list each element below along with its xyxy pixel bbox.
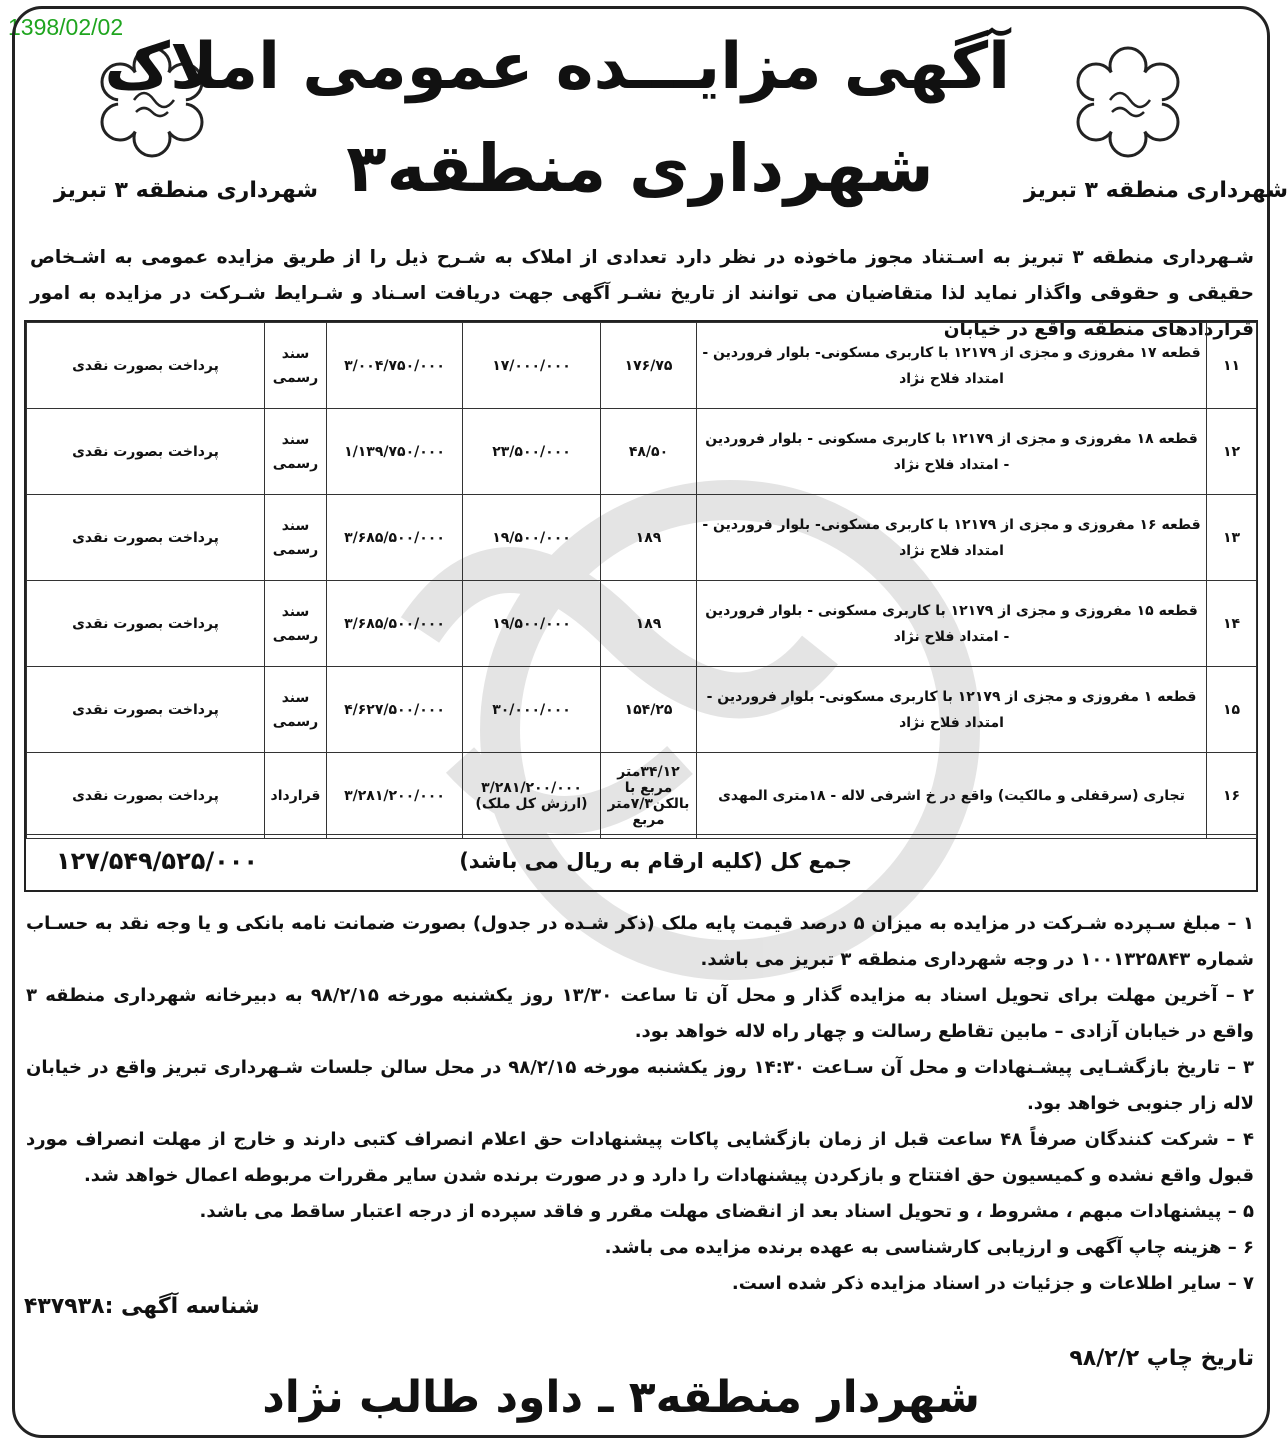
document-type: سند رسمی [265,323,327,409]
property-description: قطعه ۱ مفروزی و مجزی از ۱۲۱۷۹ با کاربری مسکونی- بلوار فروردین - امتداد فلاح نژاد [697,667,1207,753]
table-row [27,753,1257,839]
property-description: قطعه ۱۶ مفروزی و مجزی از ۱۲۱۷۹ با کاربری مسکونی- بلوار فروردین - امتداد فلاح نژاد [697,495,1207,581]
signature-line: شهردار منطقه۳ ـ داود طالب نژاد [262,1372,980,1423]
logo-caption-left: شهرداری منطقه ۳ تبریز [54,178,319,203]
document-type: سند رسمی [265,667,327,753]
base-price: ۳/۰۰۴/۷۵۰/۰۰۰ [327,323,463,409]
base-price: ۳/۲۸۱/۲۰۰/۰۰۰ [327,753,463,839]
municipality-logo-icon [1068,42,1188,162]
page-title: آگهی مزایـــده عمومی املاک [104,30,1010,104]
condition-item: ۴ – شرکت کنندگان صرفاً ۴۸ ساعت قبل از زمان بازگشایی پاکات پیشنهادات حق اعلام انصراف کتبی دارند و خارج از مهلت انصراف مورد قبول واقع نشده و کمیسیون حق افتتاح و بازکردن پیشنهادات را دارد و در صورت برنده شدن سایر مقررات مربوطه اعمال خواهد شد. [26,1129,1254,1186]
property-area: ۳۴/۱۲متر مربع با بالکن۷/۳متر مربع [601,753,697,839]
ad-id: شناسه آگهی :۴۳۷۹۳۸ [24,1294,260,1319]
row-number: ۱۲ [1207,409,1257,495]
property-area: ۱۸۹ [601,581,697,667]
table-row [27,495,1257,581]
properties-table-grid [26,322,1257,839]
condition-item: ۵ – پیشنهادات مبهم ، مشروط ، و تحویل اسناد بعد از انقضای مهلت مقرر و فاقد سپرده از درجه اعتبار ساقط می باشد. [199,1201,1254,1222]
payment-method: پرداخت بصورت نقدی [27,409,265,495]
table-row [27,409,1257,495]
properties-table [24,320,1258,892]
property-description: قطعه ۱۸ مفروزی و مجزی از ۱۲۱۷۹ با کاربری مسکونی - بلوار فروردین - امتداد فلاح نژاد [697,409,1207,495]
document-type: سند رسمی [265,409,327,495]
property-area: ۱۸۹ [601,495,697,581]
document-type: سند رسمی [265,495,327,581]
property-area: ۴۸/۵۰ [601,409,697,495]
row-number: ۱۱ [1207,323,1257,409]
base-price: ۳/۶۸۵/۵۰۰/۰۰۰ [327,495,463,581]
row-number: ۱۵ [1207,667,1257,753]
property-area: ۱۷۶/۷۵ [601,323,697,409]
table-row [27,581,1257,667]
page-subtitle: شهرداری منطقه۳ [346,130,934,207]
property-description: تجاری (سرقفلی و مالکیت) واقع در خ اشرفی لاله - ۱۸متری المهدی [697,753,1207,839]
condition-item: ۶ – هزینه چاپ آگهی و ارزیابی کارشناسی به عهده برنده مزایده می باشد. [604,1237,1254,1258]
payment-method: پرداخت بصورت نقدی [27,581,265,667]
unit-price: ۱۷/۰۰۰/۰۰۰ [463,323,601,409]
unit-price: ۱۹/۵۰۰/۰۰۰ [463,495,601,581]
payment-method: پرداخت بصورت نقدی [27,667,265,753]
property-description: قطعه ۱۷ مفروزی و مجزی از ۱۲۱۷۹ با کاربری مسکونی- بلوار فروردین - امتداد فلاح نژاد [697,323,1207,409]
total-row [26,834,1256,891]
total-value: ۱۲۷/۵۴۹/۵۲۵/۰۰۰ [56,847,259,875]
logo-caption-right: شهرداری منطقه ۳ تبریز [1024,178,1288,203]
unit-price: ۳۰/۰۰۰/۰۰۰ [463,667,601,753]
table-row [27,323,1257,409]
payment-method: پرداخت بصورت نقدی [27,753,265,839]
print-date: تاریخ چاپ ۹۸/۲/۲ [1069,1346,1254,1371]
unit-price: ۳/۲۸۱/۲۰۰/۰۰۰ (ارزش کل ملک) [463,753,601,839]
condition-item: ۱ – مبلغ سـپرده شـرکت در مزایده به میزان ۵ درصد قیمت پایه ملک (ذکر شـده در جدول) بصورت ضمانت نامه بانکی و یا وجه نقد به حسـاب شماره ۱۰۰۱۳۲۵۸۴۳ در وجه شهرداری منطقه ۳ تبریز می باشد. [26,913,1254,970]
unit-price: ۲۳/۵۰۰/۰۰۰ [463,409,601,495]
document-type: سند رسمی [265,581,327,667]
row-number: ۱۴ [1207,581,1257,667]
intro-paragraph: شـهرداری منطقه ۳ تبریز به اسـتناد مجوز ماخوذه در نظر دارد تعدادی از املاک به شـرح ذیل را از طریق مزایده عمومی به اشـخاص حقیقی و حقوقی واگذار نماید لذا متقاضیان می توانند از تاریخ نشـر آگهی جهت دریافت اسـناد و شـرایط شـرکت در مزایده به امور قراردادهای منطقه واقع در خیابان [30,247,1255,340]
base-price: ۳/۶۸۵/۵۰۰/۰۰۰ [327,581,463,667]
payment-method: پرداخت بصورت نقدی [27,495,265,581]
property-area: ۱۵۴/۲۵ [601,667,697,753]
row-number: ۱۳ [1207,495,1257,581]
condition-item: ۷ – سایر اطلاعات و جزئیات در اسناد مزایده ذکر شده است. [731,1273,1254,1294]
payment-method: پرداخت بصورت نقدی [27,323,265,409]
property-description: قطعه ۱۵ مفروزی و مجزی از ۱۲۱۷۹ با کاربری مسکونی - بلوار فروردین - امتداد فلاح نژاد [697,581,1207,667]
total-label: جمع کل (کلیه ارقام به ریال می باشد) [459,849,852,873]
base-price: ۴/۶۲۷/۵۰۰/۰۰۰ [327,667,463,753]
date-stamp: 1398/02/02 [8,14,124,40]
unit-price: ۱۹/۵۰۰/۰۰۰ [463,581,601,667]
base-price: ۱/۱۳۹/۷۵۰/۰۰۰ [327,409,463,495]
condition-item: ۲ – آخرین مهلت برای تحویل اسناد به مزایده گذار و محل آن تا ساعت ۱۳/۳۰ روز یکشنبه مورخه ۹۸/۲/۱۵ به دبیرخانه شهرداری منطقه ۳ واقع در خیابان آزادی – مابین تقاطع رسالت و چهار راه لاله خواهد بود. [26,985,1254,1042]
document-type: قرارداد [265,753,327,839]
condition-item: ۳ – تاریخ بازگشـایی پیشـنهادات و محل آن سـاعت ۱۴:۳۰ روز یکشنبه مورخه ۹۸/۲/۱۵ در محل سالن جلسات شـهرداری تبریز واقع در خیابان لاله زار جنوبی خواهد بود. [26,1057,1254,1114]
conditions-list [26,906,1254,1302]
row-number: ۱۶ [1207,753,1257,839]
table-row [27,667,1257,753]
